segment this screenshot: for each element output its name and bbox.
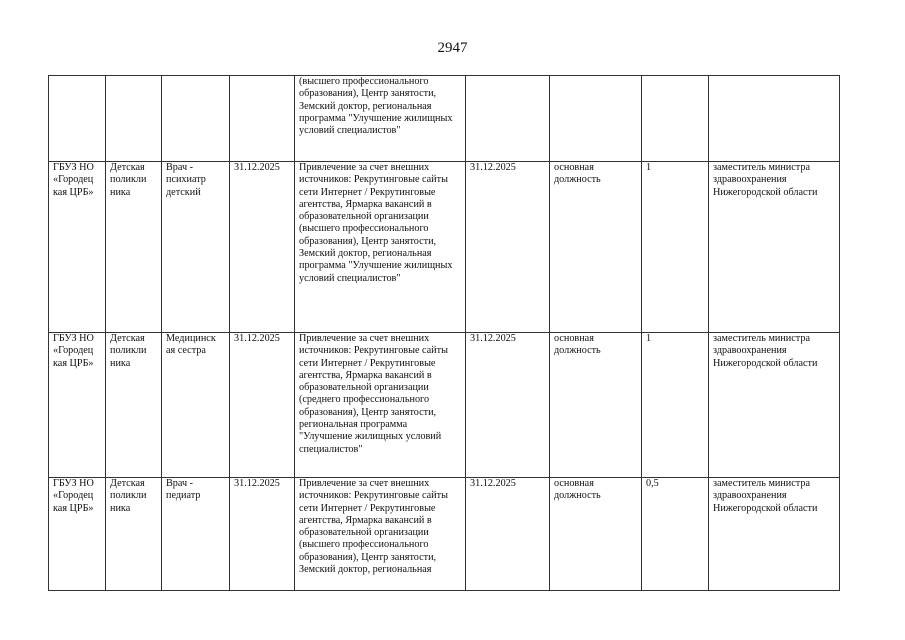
position-text: Медицинск ая сестра (166, 333, 216, 357)
cell-date (230, 478, 295, 591)
department-text: Детская поликли ника (110, 162, 147, 198)
responsible-text: заместитель министра здравоохранения Нижегородской области (713, 478, 818, 514)
cell-post-type (550, 162, 642, 333)
cell-organization (49, 162, 106, 333)
cell-description (295, 162, 466, 333)
organization-text: ГБУЗ НО «Городец кая ЦРБ» (53, 333, 94, 369)
cell-deadline (466, 478, 550, 591)
description-text: Привлечение за счет внешних источников: Рекрутинговые сайты сети Интернет / Рекрутинговые агентства, Ярмарка вакансий в образовательной организации (высшего профессионального образования), Центр занятости, Земский доктор, региональная (299, 478, 448, 576)
cell-date (230, 76, 295, 162)
post-type-text: основная должность (554, 162, 601, 186)
table-row-continuation (49, 76, 840, 162)
vacancy-table (48, 75, 840, 591)
cell-position (162, 478, 230, 591)
post-type-text: основная должность (554, 478, 601, 502)
cell-department (106, 333, 162, 478)
deadline-text: 31.12.2025 (470, 162, 516, 173)
cell-deadline (466, 333, 550, 478)
rate-text: 0,5 (646, 478, 659, 489)
deadline-text: 31.12.2025 (470, 478, 516, 489)
cell-department (106, 76, 162, 162)
rate-text: 1 (646, 162, 652, 173)
cell-rate (642, 478, 709, 591)
cell-rate (642, 333, 709, 478)
responsible-text: заместитель министра здравоохранения Нижегородской области (713, 333, 818, 369)
post-type-text: основная должность (554, 333, 601, 357)
table-row (49, 333, 840, 478)
organization-text: ГБУЗ НО «Городец кая ЦРБ» (53, 478, 94, 514)
department-text: Детская поликли ника (110, 333, 147, 369)
cell-rate (642, 76, 709, 162)
date-text: 31.12.2025 (234, 478, 280, 489)
cell-rate (642, 162, 709, 333)
table-row (49, 478, 840, 591)
description-text: (высшего профессионального образования), Центр занятости, Земский доктор, региональная программа "Улучшение жилищных условий специалистов" (299, 76, 453, 137)
description-text: Привлечение за счет внешних источников: Рекрутинговые сайты сети Интернет / Рекрутинговые агентства, Ярмарка вакансий в образовательной организации (высшего профессионального образования), Центр занятости, Земский доктор, региональная программа "Улучшение жилищных условий специалистов" (299, 162, 453, 284)
cell-post-type (550, 76, 642, 162)
cell-responsible (709, 76, 840, 162)
cell-deadline (466, 76, 550, 162)
cell-department (106, 162, 162, 333)
cell-description (295, 333, 466, 478)
cell-date (230, 162, 295, 333)
cell-responsible (709, 478, 840, 591)
cell-date (230, 333, 295, 478)
cell-responsible (709, 333, 840, 478)
deadline-text: 31.12.2025 (470, 333, 516, 344)
rate-text: 1 (646, 333, 652, 344)
cell-position (162, 162, 230, 333)
cell-organization (49, 333, 106, 478)
cell-responsible (709, 162, 840, 333)
cell-position (162, 333, 230, 478)
cell-organization (49, 478, 106, 591)
table-row (49, 162, 840, 333)
department-text: Детская поликли ника (110, 478, 147, 514)
date-text: 31.12.2025 (234, 333, 280, 344)
cell-position (162, 76, 230, 162)
page-number: 2947 (437, 40, 468, 56)
position-text: Врач - психиатр детский (166, 162, 206, 198)
date-text: 31.12.2025 (234, 162, 280, 173)
responsible-text: заместитель министра здравоохранения Нижегородской области (713, 162, 818, 198)
organization-text: ГБУЗ НО «Городец кая ЦРБ» (53, 162, 94, 198)
description-text: Привлечение за счет внешних источников: Рекрутинговые сайты сети Интернет / Рекрутинговые агентства, Ярмарка вакансий в образовательной организации (среднего профессионального образования), Центр занятости, региональная программа "Улучшение жилищных условий специалистов" (299, 333, 448, 455)
position-text: Врач - педиатр (166, 478, 201, 502)
cell-post-type (550, 478, 642, 591)
cell-organization (49, 76, 106, 162)
cell-description (295, 76, 466, 162)
cell-deadline (466, 162, 550, 333)
cell-description (295, 478, 466, 591)
cell-post-type (550, 333, 642, 478)
cell-department (106, 478, 162, 591)
